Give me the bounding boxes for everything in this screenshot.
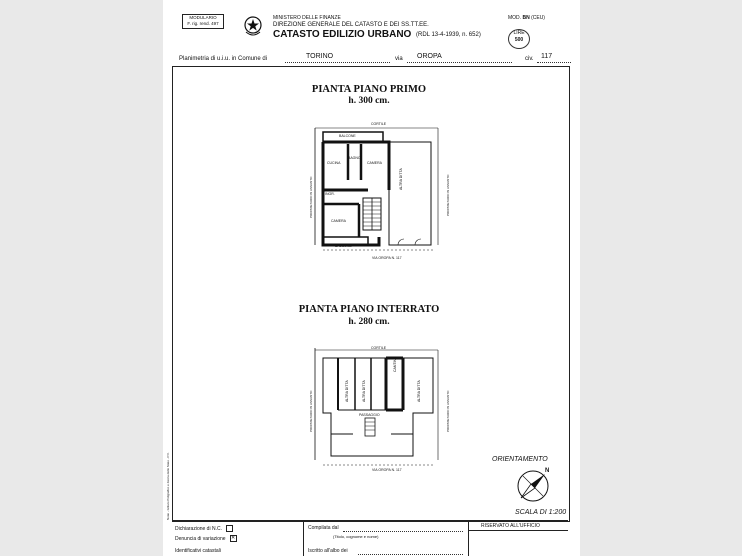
civ-label: civ.	[525, 56, 534, 62]
denuncia-row	[175, 535, 237, 542]
via-label: via	[395, 56, 403, 62]
basement-right-owner-label: PROPRIETARIO IN ASSUNTO	[446, 390, 450, 432]
footer-rule	[172, 520, 568, 521]
basement-height: h. 280 cm.	[348, 317, 390, 327]
comune-value: TORINO	[306, 53, 334, 60]
compilata-label: Compilata dal	[308, 525, 339, 531]
dichiarazione-label: Dichiarazione di N.C.	[175, 525, 222, 532]
mod-code-label: MOD.	[508, 15, 522, 21]
identificativi-label: Identificativi catastali	[175, 548, 221, 554]
basement-altra-ditta-3: ALTRA DITTA	[417, 380, 421, 402]
mod-code-suffix: (CEU)	[531, 15, 545, 21]
basement-cortile-label: CORTILE	[371, 346, 387, 350]
mod-box-line2: F. rig. rend. 497	[187, 20, 219, 26]
mod-code	[508, 15, 545, 21]
basement-passage-label: PASSAGGIO	[359, 413, 380, 417]
dichiarazione-checkbox[interactable]	[226, 525, 233, 532]
document-sheet	[163, 0, 580, 556]
compilata-underline	[343, 531, 463, 532]
civ-value: 117	[541, 53, 553, 60]
first-balcone-top-label: BALCONE	[339, 134, 356, 138]
first-altra-ditta-label: ALTRA DITTA	[399, 168, 403, 190]
ministry-text: MINISTERO DELLE FINANZE	[273, 15, 341, 21]
titolo-nome-label: (Titolo, cognome e nome)	[333, 534, 379, 539]
form-line-label: Planimetria di u.i.u. in Comune di	[179, 56, 268, 62]
first-cortile-label: CORTILE	[371, 122, 387, 126]
mod-code-value: BN	[522, 15, 530, 21]
basement-plan	[293, 338, 463, 486]
iscritto-label: Iscritto all'albo dei	[308, 548, 348, 554]
basement-street-label: VIA OROPA N. 117	[372, 468, 402, 472]
first-cucina-label: CUCINA	[327, 161, 341, 165]
first-bagno-label: BAGNO	[348, 156, 361, 160]
footer-divider-1	[303, 520, 304, 556]
denuncia-checkbox[interactable]: ✕	[230, 535, 236, 541]
side-printer-note: Notai - Istituto Poligrafico e Zecca dello Stato - P.V.	[166, 452, 170, 520]
state-emblem-icon	[243, 14, 263, 38]
basement-altra-ditta-1: ALTRA DITTA	[345, 380, 349, 402]
lire-stamp	[508, 29, 530, 49]
riservato-label: RISERVATO ALL'UFFICIO	[481, 523, 540, 529]
basement-left-owner-label: PROPRIETARIO IN ASSUNTO	[309, 390, 313, 432]
via-value: OROPA	[417, 53, 442, 60]
first-floor-height: h. 300 cm.	[348, 96, 390, 106]
basement-title: PIANTA PIANO INTERRATO	[298, 304, 440, 315]
first-floor-title: PIANTA PIANO PRIMO	[311, 84, 427, 95]
dichiarazione-row	[175, 525, 233, 532]
orientation-label: ORIENTAMENTO	[492, 456, 548, 463]
first-camera2-label: CAMERA	[331, 219, 346, 223]
basement-cantina-label: CANTINA	[393, 356, 397, 372]
document-title: CATASTO EDILIZIO URBANO	[273, 29, 412, 40]
iscritto-underline	[358, 554, 463, 555]
scale-label: SCALA DI 1:200	[515, 509, 567, 516]
basement-altra-ditta-2: ALTRA DITTA	[362, 380, 366, 402]
law-reference: (RDL 13-4-1939, n. 652)	[416, 32, 481, 38]
north-label: N	[545, 468, 550, 474]
civ-underline	[537, 62, 571, 63]
comune-underline	[285, 62, 390, 63]
footer-divider-2	[468, 520, 469, 556]
lire-label: LIRE	[513, 30, 525, 36]
first-floor-plan	[293, 120, 463, 268]
first-right-owner-label: PROPRIETARIO IN ASSUNTO	[446, 174, 450, 216]
mod-box	[182, 14, 224, 29]
denuncia-label: Denuncia di variazione	[175, 535, 226, 542]
via-underline	[407, 62, 512, 63]
lire-value: 500	[514, 37, 524, 43]
first-camera1-label: CAMERA	[367, 161, 382, 165]
first-street-label: VIA OROPA N. 117	[372, 256, 402, 260]
riservato-rule	[468, 530, 568, 531]
first-balcone-bottom-label: BALCONE	[335, 244, 352, 248]
first-left-owner-label: PROPRIETARIO IN ASSUNTO	[309, 176, 313, 218]
directorate-text: DIREZIONE GENERALE DEL CATASTO E DEI SS.TT.EE.	[273, 22, 429, 28]
first-ingr-label: INGR.	[325, 192, 335, 196]
mod-box-line1: MODULARIO	[189, 15, 217, 20]
